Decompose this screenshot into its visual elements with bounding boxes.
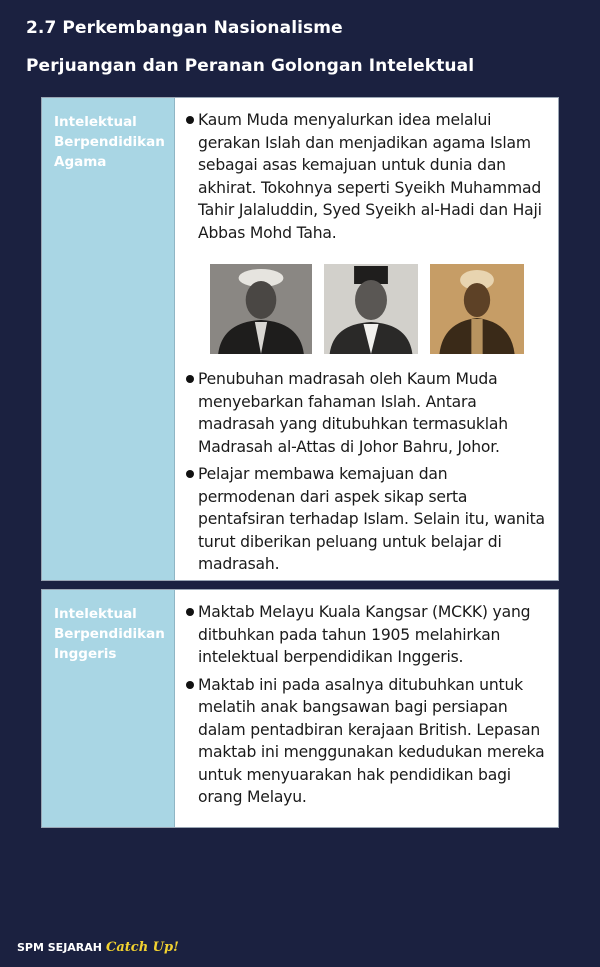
row-label: Intelektual Berpendidikan Inggeris [42, 590, 175, 827]
table-row-agama [41, 97, 559, 581]
footer-brand [17, 940, 179, 955]
section-title: 2.7 Perkembangan Nasionalisme [26, 18, 343, 38]
bullet-item: Maktab ini pada asalnya ditubuhkan untuk melatih anak bangsawan bagi persiapan dalam pentadbiran kerajaan British. Lepasan maktab ini menggunakan kedudukan mereka untuk menyuarakan hak pendidikan bagi orang Melayu. [185, 674, 548, 809]
bullet-item: Penubuhan madrasah oleh Kaum Muda menyebarkan fahaman Islah. Antara madrasah yang ditubuhkan termasuklah Madrasah al-Attas di Johor Bahru, Johor. [185, 368, 548, 458]
row-content [175, 98, 558, 580]
row-label: Intelektual Berpendidikan Agama [42, 98, 175, 580]
content-table [41, 97, 559, 828]
brand-name: SPM SEJARAH [17, 941, 102, 954]
brand-accent: Catch Up! [106, 940, 179, 955]
portrait-gallery [185, 264, 548, 354]
bullet-item: Maktab Melayu Kuala Kangsar (MCKK) yang ditbuhkan pada tahun 1905 melahirkan intelektual berpendidikan Inggeris. [185, 601, 548, 669]
table-row-inggeris [41, 589, 559, 828]
portrait-photo [210, 264, 312, 354]
row-content [175, 590, 558, 827]
bullet-item: Pelajar membawa kemajuan dan permodenan dari aspek sikap serta pentafsiran terhadap Islam. Selain itu, wanita turut diberikan peluang untuk belajar di madrasah. [185, 463, 548, 576]
portrait-photo [430, 264, 524, 354]
bullet-item: Kaum Muda menyalurkan idea melalui gerakan Islah dan menjadikan agama Islam sebagai asas kemajuan untuk dunia dan akhirat. Tokohnya seperti Syeikh Muhammad Tahir Jalaluddin, Syed Syeikh al-Hadi dan Haji Abbas Mohd Taha. [185, 109, 548, 244]
page-subtitle: Perjuangan dan Peranan Golongan Intelektual [26, 56, 475, 76]
portrait-photo [324, 264, 418, 354]
